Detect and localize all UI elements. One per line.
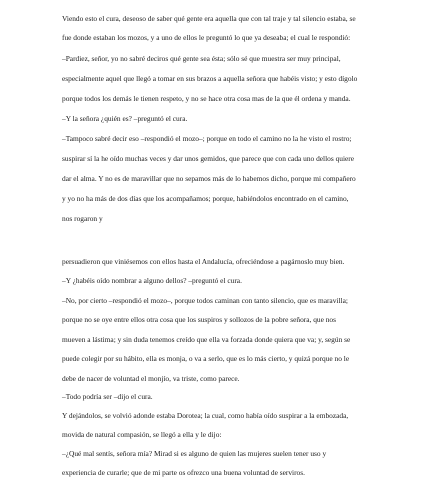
text-line: –Tampoco sabré decir eso –respondió el mozo–; porque en todo el camino no la he visto el rostro; (62, 134, 352, 143)
text-line: –Pardiez, señor, yo no sabré deciros qué gente sea ésta; sólo sé que muestra ser muy principal, (62, 54, 341, 63)
text-line: –¿Qué mal sentís, señora mía? Mirad si es alguno de quien las mujeres suelen tener uso y (62, 449, 327, 458)
text-line: puede colegir por su hábito, ella es monja, o va a serlo, que es lo más cierto, y quizá porque no le (62, 354, 350, 363)
text-line: dar el alma. Y no es de maravillar que no sepamos más de lo habemos dicho, porque mi compañero (62, 174, 356, 183)
text-line: –Todo podría ser –dijo el cura. (62, 392, 153, 401)
text-line: Y dejándolos, se volvió adonde estaba Dorotea; la cual, como había oído suspirar a la embozada, (62, 411, 349, 420)
text-line: porque no se oye entre ellos otra cosa que los suspiros y sollozos de la pobre señora, que nos (62, 315, 337, 324)
text-line: debe de nacer de voluntad el monjío, va triste, como parece. (62, 374, 240, 383)
text-line: especialmente aquel que llegó a tomar en sus brazos a aquella señora que habéis visto; y esto dígolo (62, 74, 358, 83)
text-line: Viendo esto el cura, deseoso de saber qué gente era aquella que con tal traje y tal silencio estaba, se (62, 14, 356, 23)
text-line: fue donde estaban los mozos, y a uno de ellos le preguntó lo que ya deseaba; el cual le respondió: (62, 33, 351, 42)
text-line: experiencia de curarle; que de mi parte os ofrezco una buena voluntad de serviros. (62, 468, 305, 477)
text-line: suspirar sí la he oído muchas veces y dar unos gemidos, que parece que con cada uno dellos quiere (62, 154, 355, 163)
text-line: mueven a lástima; y sin duda tenemos creído que ella va forzada donde quiera que va; y, según se (62, 335, 351, 344)
text-line: –Y la señora ¿quién es? –preguntó el cura. (62, 114, 188, 123)
text-line: movida de natural compasión, se llegó a ella y le dijo: (62, 430, 222, 439)
text-line: y yo no ha más de dos días que los acompañamos; porque, habiéndolos encontrado en el camino, (62, 194, 349, 203)
text-line: porque todos los demás le tienen respeto, y no se hace otra cosa mas de la que él ordena y manda. (62, 94, 351, 103)
text-line: persuadieron que viniésemos con ellos hasta el Andalucía, ofreciéndose a pagárnoslo muy bien. (62, 257, 345, 266)
text-line: –Y ¿habéis oído nombrar a alguno dellos? –preguntó el cura. (62, 276, 242, 285)
text-line: –No, por cierto –respondió el mozo–, porque todos caminan con tanto silencio, que es maravilla; (62, 296, 348, 305)
text-line: nos rogaron y (62, 214, 103, 223)
